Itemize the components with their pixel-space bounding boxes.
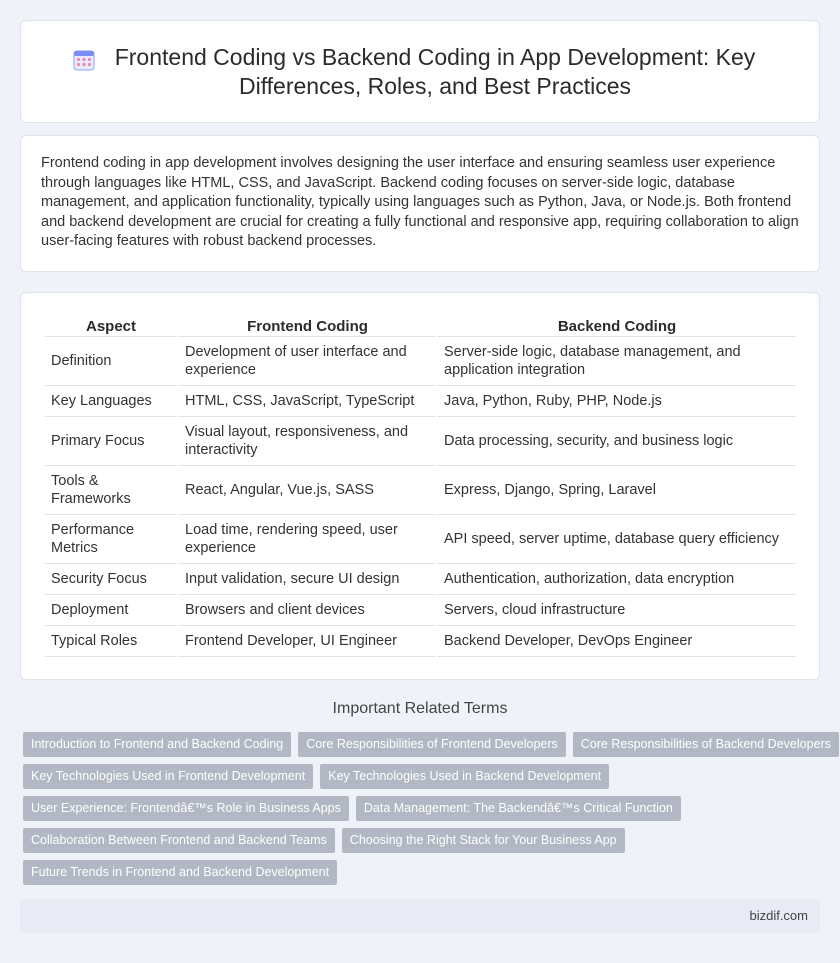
footer-site-link[interactable]: bizdif.com <box>749 908 808 923</box>
intro-card <box>20 135 820 272</box>
table-cell: Key Languages <box>45 386 177 417</box>
table-cell: Data processing, security, and business logic <box>438 417 796 466</box>
table-cell: API speed, server uptime, database query efficiency <box>438 515 796 564</box>
related-term-tag[interactable]: Future Trends in Frontend and Backend Development <box>23 860 337 885</box>
table-row <box>45 337 796 386</box>
column-header-backend: Backend Coding <box>438 315 796 337</box>
table-cell: Server-side logic, database management, and application integration <box>438 337 796 386</box>
table-cell: Typical Roles <box>45 626 177 657</box>
page-title: Frontend Coding vs Backend Coding in App Development: Key Differences, Roles, and Best Practices <box>114 44 756 99</box>
related-term-tag[interactable]: Data Management: The Backendâ€™s Critical Function <box>356 796 681 821</box>
table-cell: Java, Python, Ruby, PHP, Node.js <box>438 386 796 417</box>
header-card <box>20 20 820 123</box>
related-term-tag[interactable]: Core Responsibilities of Frontend Developers <box>298 732 566 757</box>
table-cell: Input validation, secure UI design <box>179 564 436 595</box>
table-row <box>45 466 796 515</box>
related-term-tag[interactable]: Collaboration Between Frontend and Backend Teams <box>23 828 335 853</box>
table-cell: Browsers and client devices <box>179 595 436 626</box>
related-term-tag[interactable]: Introduction to Frontend and Backend Coding <box>23 732 291 757</box>
related-term-tag[interactable]: User Experience: Frontendâ€™s Role in Business Apps <box>23 796 349 821</box>
table-row <box>45 515 796 564</box>
related-term-tag[interactable]: Choosing the Right Stack for Your Business App <box>342 828 625 853</box>
table-row <box>45 626 796 657</box>
related-term-tag[interactable]: Key Technologies Used in Backend Development <box>320 764 609 789</box>
related-term-tag[interactable]: Key Technologies Used in Frontend Development <box>23 764 313 789</box>
table-cell: Express, Django, Spring, Laravel <box>438 466 796 515</box>
table-cell: Primary Focus <box>45 417 177 466</box>
table-row <box>45 386 796 417</box>
table-cell: Visual layout, responsiveness, and interactivity <box>179 417 436 466</box>
comparison-table-card <box>20 292 820 680</box>
table-cell: Tools & Frameworks <box>45 466 177 515</box>
table-cell: Frontend Developer, UI Engineer <box>179 626 436 657</box>
table-row <box>45 564 796 595</box>
table-cell: Servers, cloud infrastructure <box>438 595 796 626</box>
table-cell: Backend Developer, DevOps Engineer <box>438 626 796 657</box>
table-row <box>45 595 796 626</box>
table-cell: Development of user interface and experience <box>179 337 436 386</box>
related-term-tag[interactable]: Core Responsibilities of Backend Developers <box>573 732 839 757</box>
table-cell: React, Angular, Vue.js, SASS <box>179 466 436 515</box>
related-terms-title: Important Related Terms <box>332 700 508 717</box>
table-cell: Authentication, authorization, data encryption <box>438 564 796 595</box>
comparison-table <box>43 315 798 657</box>
table-header-row <box>45 315 796 337</box>
table-cell: Performance Metrics <box>45 515 177 564</box>
table-cell: Security Focus <box>45 564 177 595</box>
related-terms-list <box>23 732 831 892</box>
table-cell: Load time, rendering speed, user experience <box>179 515 436 564</box>
intro-text: Frontend coding in app development involves designing the user interface and ensuring seamless user experience through languages like HTML, CSS, and JavaScript. Backend coding focuses on server-side logic, database management, and application functionality, typically using languages such as Python, Java, or Node.js. Both frontend and backend development are crucial for creating a fully functional and responsive app, requiring collaboration to align user-facing features with robust backend processes. <box>41 155 799 250</box>
footer <box>20 899 820 933</box>
table-cell: Definition <box>45 337 177 386</box>
table-cell: Deployment <box>45 595 177 626</box>
table-row <box>45 417 796 466</box>
column-header-frontend: Frontend Coding <box>179 315 436 337</box>
column-header-aspect: Aspect <box>45 315 177 337</box>
table-cell: HTML, CSS, JavaScript, TypeScript <box>179 386 436 417</box>
